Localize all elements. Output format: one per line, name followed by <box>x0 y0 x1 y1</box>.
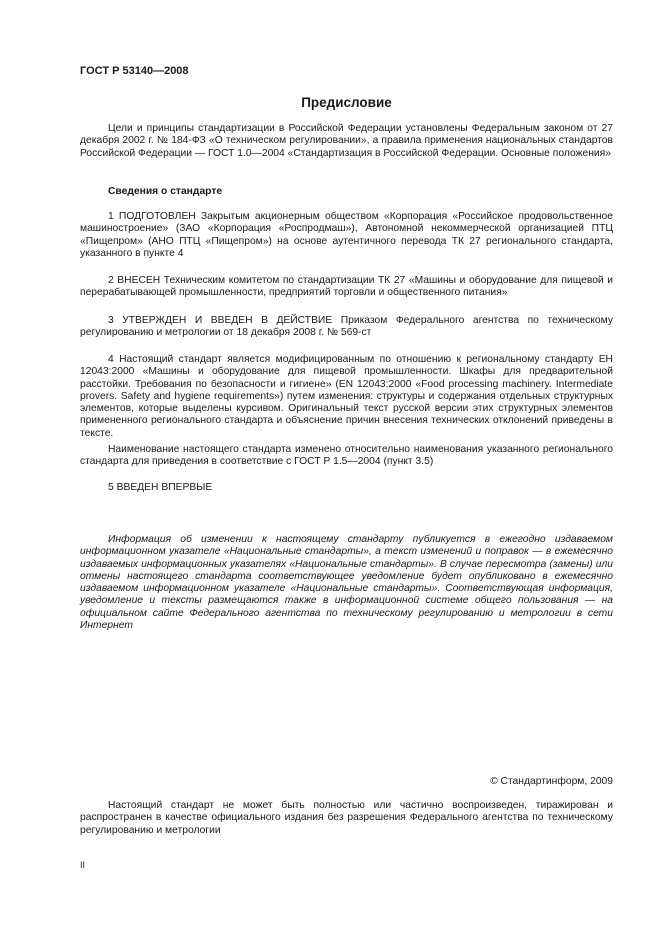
item-4-note: Наименование настоящего стандарта изменено относительно наименования указанного регионального стандарта для приведения в соответствие с ГОСТ Р 1.5—2004 (пункт 3.5) <box>80 444 613 468</box>
item-2: 2 ВНЕСЕН Техническим комитетом по стандартизации ТК 27 «Машины и оборудование для пищевой и перерабатывающей промышленности, предприятий торговли и общественного питания» <box>80 275 613 299</box>
subheading: Сведения о стандарте <box>108 186 223 197</box>
item-1: 1 ПОДГОТОВЛЕН Закрытым акционерным обществом «Корпорация «Российское продовольственное машиностроение» (ЗАО «Корпорация «Роспродмаш»), Автономной некоммерческой организацией ПТЦ «Пищепром» (АНО ПТЦ «Пищепром») на основе аутентичного перевода ТК 27 регионального стандарта, указанного в пункте 4 <box>80 211 613 259</box>
document-code: ГОСТ Р 53140—2008 <box>80 65 189 77</box>
copyright: © Стандартинформ, 2009 <box>490 776 613 787</box>
item-4: 4 Настоящий стандарт является модифицированным по отношению к региональному стандарту ЕН 12043:2000 «Машины и оборудование для пищевой промышленности. Шкафы для предварительной расстойки. Требования по безопасности и гигиене» (EN 12043:2000 «Food processing machinery. Intermediate provers. Safety and hygiene requirements») путем изменения: структуры и содержания отдельных структурных элементов, которые выделены курсивом. Оригинальный текст русской версии этих структурных элементов примененного регионального стандарта и объяснение причин внесения технических отклонений приведены в тексте. <box>80 354 613 439</box>
page-title: Предисловие <box>301 95 392 110</box>
notice-paragraph: Информация об изменении к настоящему стандарту публикуется в ежегодно издаваемом информационном указателе «Национальные стандарты», а текст изменений и поправок — в ежемесячно издаваемых информационных указателях «Национальные стандарты». В случае пересмотра (замены) или отмены настоящего стандарта соответствующее уведомление будет опубликовано в ежемесячно издаваемом информационном указателе «Национальные стандарты». Соответствующая информация, уведомление и тексты размещаются также в информационной системе общего пользования — на официальном сайте Федерального агентства по техническому регулированию и метрологии в сети Интернет <box>80 534 613 632</box>
intro-paragraph: Цели и принципы стандартизации в Российской Федерации установлены Федеральным законом от 27 декабря 2002 г. № 184-ФЗ «О техническом регулировании», а правила применения национальных стандартов Российской Федерации — ГОСТ 1.0—2004 «Стандартизация в Российской Федерации. Основные положения» <box>80 123 613 159</box>
item-3: 3 УТВЕРЖДЕН И ВВЕДЕН В ДЕЙСТВИЕ Приказом Федерального агентства по техническому регулированию и метрологии от 18 декабря 2008 г. № 569-ст <box>80 315 613 339</box>
item-5: 5 ВВЕДЕН ВПЕРВЫЕ <box>108 482 213 493</box>
reproduction-notice: Настоящий стандарт не может быть полностью или частично воспроизведен, тиражирован и распространен в качестве официального издания без разрешения Федерального агентства по техническому регулированию и метрологии <box>80 800 613 836</box>
page-number: II <box>80 860 86 870</box>
